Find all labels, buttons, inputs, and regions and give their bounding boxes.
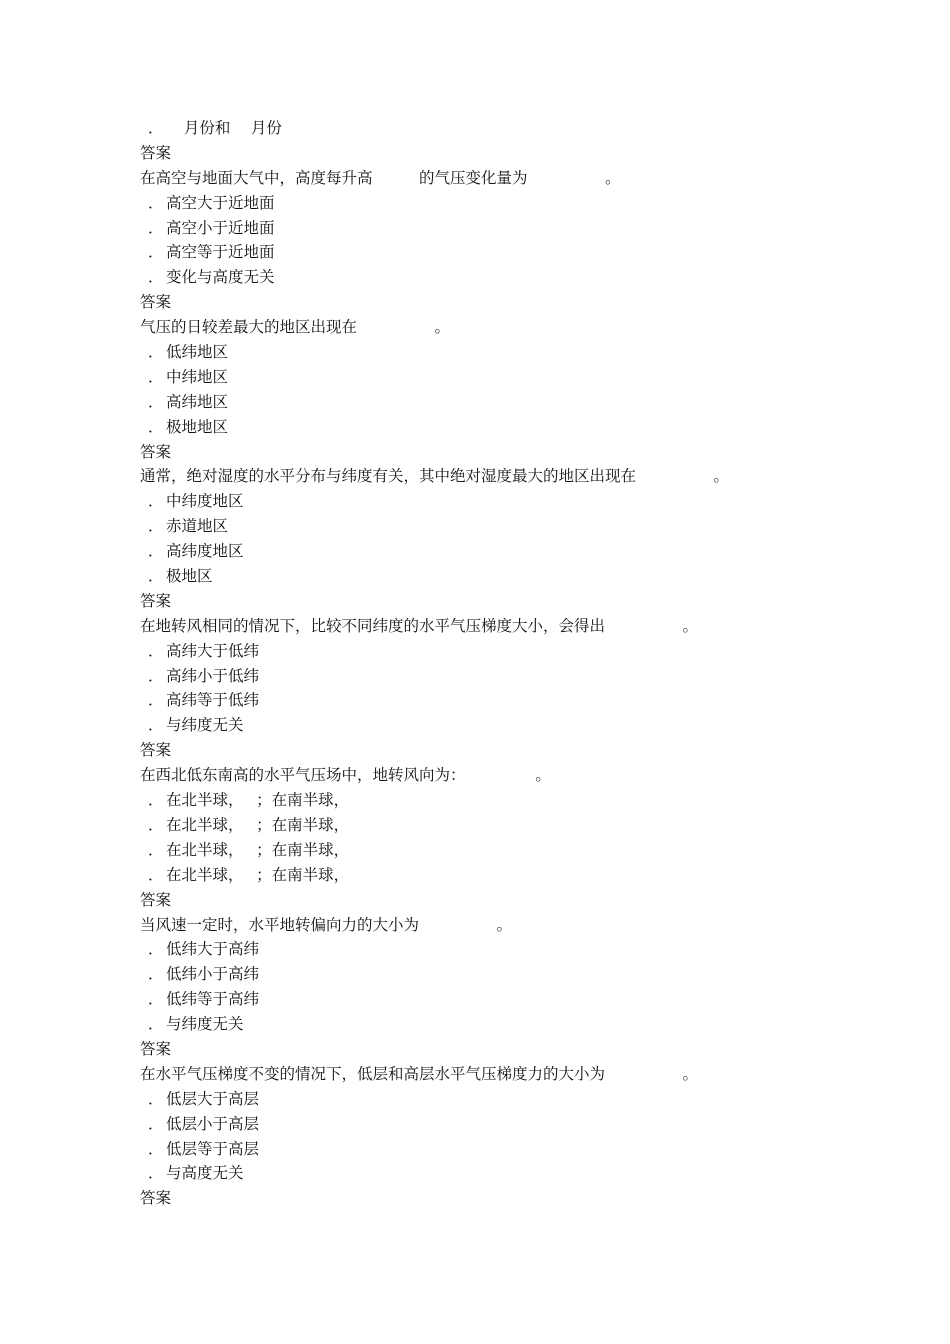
question-stem: 在水平气压梯度不变的情况下，低层和高层水平气压梯度力的大小为 。 xyxy=(140,1064,699,1083)
answer-label: 答案 xyxy=(140,1039,172,1058)
option-a: ． 低层大于高层 xyxy=(148,1089,260,1108)
option-c: ． 高空等于近地面 xyxy=(148,243,275,262)
option-c: ． 高纬等于低纬 xyxy=(148,691,260,710)
answer-label: 答案 xyxy=(140,890,172,909)
answer-label: 答案 xyxy=(140,293,172,312)
option-a: ． 低纬地区 xyxy=(148,343,229,362)
intro-option: ． 月份和 月份 xyxy=(148,119,282,137)
answer-label: 答案 xyxy=(140,741,172,760)
answer-label: 答案 xyxy=(140,1189,172,1208)
option-a: ． 低纬大于高纬 xyxy=(148,940,260,959)
answer-label: 答案 xyxy=(140,143,172,162)
option-b: ． 高纬小于低纬 xyxy=(148,666,260,685)
option-c: ． 高纬度地区 xyxy=(148,542,244,561)
question-stem: 在地转风相同的情况下，比较不同纬度的水平气压梯度大小，会得出 。 xyxy=(140,616,699,635)
document-body xyxy=(140,116,920,1211)
option-d: ． 与纬度无关 xyxy=(148,1015,244,1034)
option-b: ． 中纬地区 xyxy=(148,367,229,386)
option-c: ． 在北半球， ；在南半球， xyxy=(148,840,350,859)
option-d: ． 变化与高度无关 xyxy=(148,268,275,287)
option-c: ． 低层等于高层 xyxy=(148,1139,260,1158)
option-b: ． 低层小于高层 xyxy=(148,1114,260,1133)
question-stem: 当风速一定时，水平地转偏向力的大小为 。 xyxy=(140,915,513,934)
option-d: ． 在北半球， ；在南半球， xyxy=(148,865,350,884)
option-b: ． 赤道地区 xyxy=(148,517,229,536)
option-b: ． 在北半球， ；在南半球， xyxy=(148,815,350,834)
option-c: ． 低纬等于高纬 xyxy=(148,990,260,1009)
option-a: ． 在北半球， ；在南半球， xyxy=(148,791,350,810)
option-c: ． 高纬地区 xyxy=(148,392,229,411)
answer-label: 答案 xyxy=(140,442,172,461)
option-d: ． 极地区 xyxy=(148,567,213,586)
question-stem: 在西北低东南高的水平气压场中，地转风向为： 。 xyxy=(140,766,551,785)
question-stem: 在高空与地面大气中，高度每升高 的气压变化量为 。 xyxy=(140,168,621,187)
option-a: ． 中纬度地区 xyxy=(148,492,244,511)
option-d: ． 与高度无关 xyxy=(148,1164,244,1183)
option-d: ． 极地地区 xyxy=(148,417,229,436)
option-a: ． 高空大于近地面 xyxy=(148,193,275,212)
question-stem: 通常，绝对湿度的水平分布与纬度有关，其中绝对湿度最大的地区出现在 。 xyxy=(140,467,730,486)
option-a: ． 高纬大于低纬 xyxy=(148,641,260,660)
option-b: ． 低纬小于高纬 xyxy=(148,965,260,984)
answer-label: 答案 xyxy=(140,591,172,610)
option-b: ． 高空小于近地面 xyxy=(148,218,275,237)
option-d: ． 与纬度无关 xyxy=(148,716,244,735)
question-stem: 气压的日较差最大的地区出现在 。 xyxy=(140,318,451,337)
